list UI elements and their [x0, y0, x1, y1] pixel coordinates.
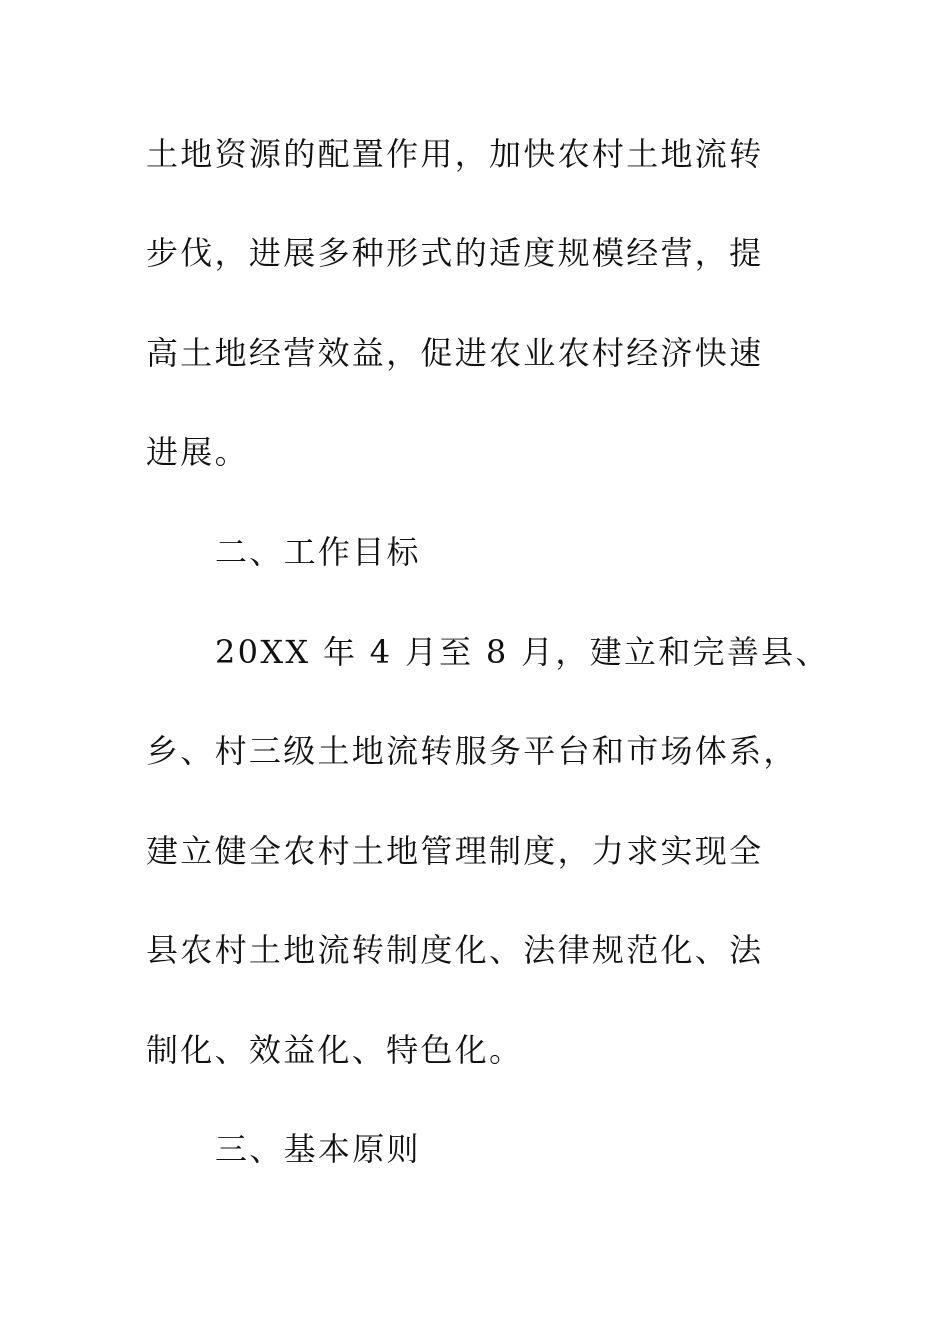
- body-text-line: 乡、村三级土地流转服务平台和市场体系，: [146, 732, 798, 770]
- body-text-line: 进展。: [146, 433, 249, 471]
- body-text-line: 制化、效益化、特色化。: [146, 1031, 524, 1069]
- section-heading-work-goals: 二、工作目标: [215, 533, 421, 571]
- body-text-line: 建立健全农村土地管理制度，力求实现全: [146, 832, 764, 870]
- body-text-line: 土地资源的配置作用，加快农村土地流转: [146, 135, 764, 173]
- section-heading-basic-principles: 三、基本原则: [215, 1130, 421, 1168]
- body-text-line: 高土地经营效益，促进农业农村经济快速: [146, 334, 764, 372]
- body-text-line: 步伐，进展多种形式的适度规模经营，提: [146, 234, 764, 272]
- body-text-line: 县农村土地流转制度化、法律规范化、法: [146, 931, 764, 969]
- body-text-line: 20XX 年 4 月至 8 月，建立和完善县、: [215, 633, 830, 671]
